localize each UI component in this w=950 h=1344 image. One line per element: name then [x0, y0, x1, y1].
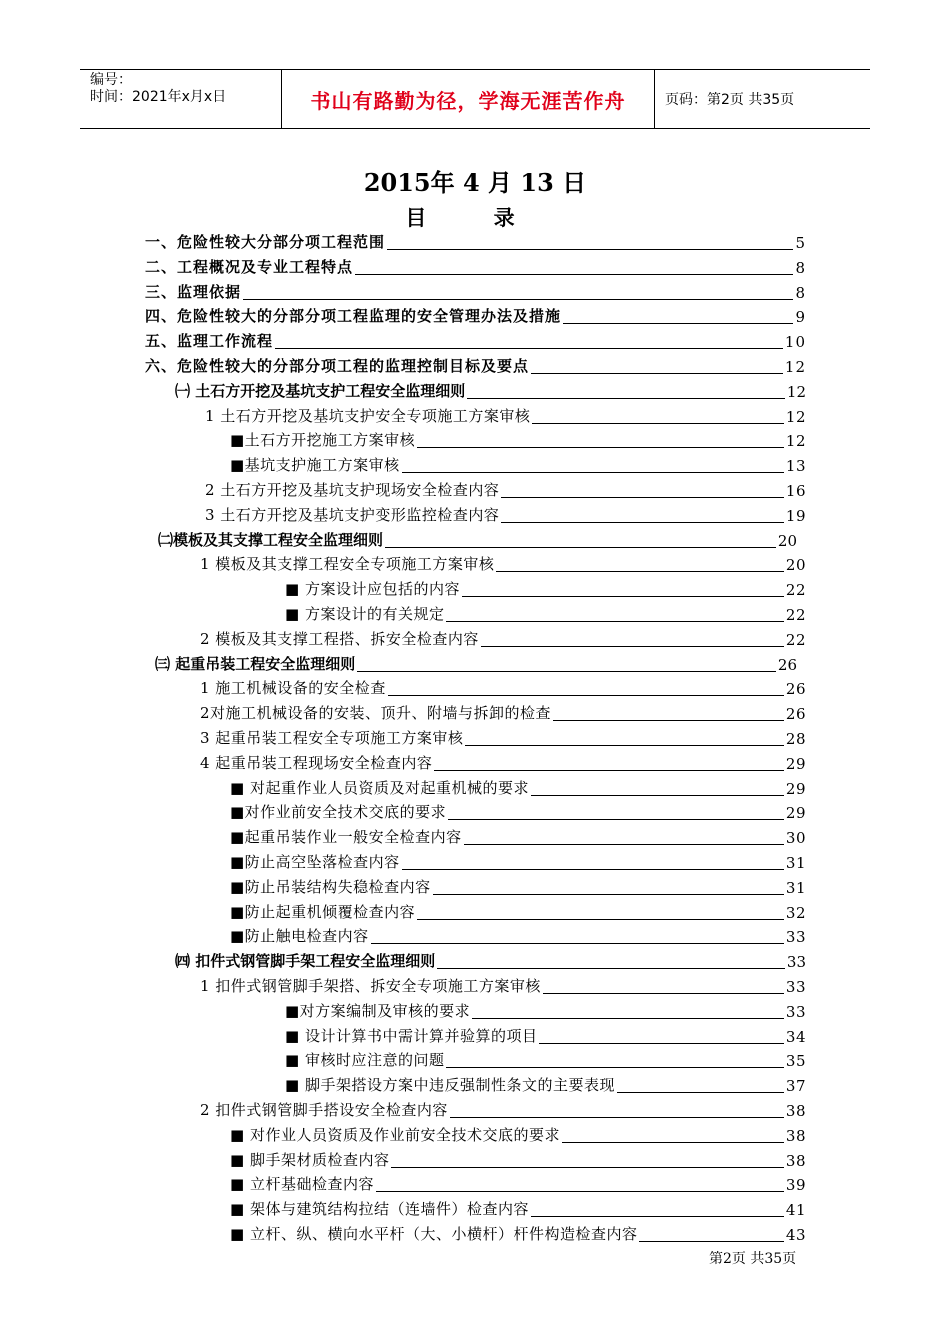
toc-entry-title: ■ 方案设计应包括的内容: [285, 580, 460, 599]
toc-entry[interactable]: [205, 502, 806, 526]
toc-entry-page: 22: [785, 581, 806, 600]
toc-entry[interactable]: [230, 775, 806, 799]
toc-entry-title: 2 模板及其支撑工程搭、拆安全检查内容: [200, 629, 479, 648]
toc-leader-line: [481, 646, 784, 647]
toc-leader-line: [437, 968, 785, 969]
toc-entry-title: 五、监理工作流程: [145, 332, 274, 351]
toc-leader-line: [446, 621, 783, 622]
toc-entry-title: ■ 立杆基础检查内容: [230, 1175, 374, 1194]
toc-leader-line: [465, 745, 784, 746]
toc-leader-line: [417, 447, 784, 448]
toc-entry[interactable]: [230, 427, 806, 451]
toc-entry-page: 39: [785, 1176, 806, 1195]
toc-entry-title: ■ 立杆、纵、横向水平杆（大、小横杆）杆件构造检查内容: [230, 1225, 638, 1243]
toc-entry-page: 8: [795, 258, 806, 277]
toc-entry-title: ㈠ 土石方开挖及基坑支护工程安全监理细则: [175, 381, 466, 400]
toc-entry-page: 30: [785, 829, 806, 848]
header-meta: [80, 70, 282, 128]
toc-entry-title: 六、危险性较大的分部分项工程的监理控制目标及要点: [145, 357, 530, 375]
toc-entry-page: 9: [795, 308, 806, 327]
toc-entry[interactable]: [285, 1072, 806, 1096]
toc-entry-page: 20: [777, 531, 797, 550]
toc-entry-title: 2对施工机械设备的安装、顶升、附墙与拆卸的检查: [200, 704, 552, 723]
toc-leader-line: [357, 671, 776, 672]
toc-entry[interactable]: [200, 551, 806, 575]
toc-entry-title: ■防止吊装结构失稳检查内容: [230, 877, 431, 896]
toc-entry-page: 33: [785, 928, 806, 947]
toc-leader-line: [553, 720, 784, 721]
toc-entry-title: 二、工程概况及专业工程特点: [145, 257, 354, 276]
toc-entry-title: ■防止起重机倾覆检查内容: [230, 902, 416, 921]
toc-leader-line: [371, 943, 784, 944]
toc-leader-line: [376, 1191, 784, 1192]
toc-entry[interactable]: [145, 279, 806, 303]
toc-entry[interactable]: [285, 576, 806, 600]
toc-entry-title: ㈣ 扣件式钢管脚手架工程安全监理细则: [175, 952, 436, 971]
toc-entry-page: 33: [786, 953, 806, 972]
toc-entry[interactable]: [145, 303, 806, 327]
toc-leader-line: [387, 249, 793, 250]
toc-entry-title: ■防止高空坠落检查内容: [230, 853, 400, 871]
toc-entry-page: 29: [785, 754, 806, 773]
toc-entry-title: ㈡模板及其支撑工程安全监理细则: [158, 530, 384, 549]
toc-entry-page: 12: [785, 432, 806, 451]
toc-entry[interactable]: [145, 254, 806, 278]
toc-leader-line: [531, 373, 783, 374]
toc-entry-title: ■ 设计计算书中需计算并验算的项目: [285, 1026, 538, 1045]
toc-entry-title: 2 扣件式钢管脚手搭设安全检查内容: [200, 1101, 448, 1119]
toc-leader-line: [501, 497, 784, 498]
toc-entry-page: 41: [785, 1201, 806, 1220]
toc-entry-page: 38: [785, 1126, 806, 1145]
toc-entry[interactable]: [285, 998, 806, 1022]
toc-entry-page: 31: [785, 878, 806, 897]
toc-entry-page: 37: [785, 1077, 806, 1096]
toc-entry[interactable]: [200, 1097, 806, 1121]
toc-entry[interactable]: [230, 1171, 806, 1195]
toc-entry-page: 35: [785, 1052, 806, 1071]
header-page-info: 页码：第2页 共35页: [665, 92, 795, 108]
toc-leader-line: [462, 596, 784, 597]
toc-entry[interactable]: [200, 700, 806, 724]
toc-entry[interactable]: [145, 229, 806, 253]
toc-leader-line: [539, 1043, 783, 1044]
toc-entry[interactable]: [145, 328, 806, 352]
toc-leader-line: [639, 1241, 783, 1242]
toc-entry-title: ■对作业前安全技术交底的要求: [230, 803, 447, 822]
toc-leader-line: [388, 695, 784, 696]
toc-entry[interactable]: [205, 403, 806, 427]
toc-entry[interactable]: [230, 1221, 806, 1245]
toc-entry[interactable]: [200, 750, 806, 774]
toc-entry-page: 26: [785, 680, 806, 699]
toc-leader-line: [467, 398, 785, 399]
toc-entry[interactable]: [230, 824, 806, 848]
toc-entry-title: ■防止触电检查内容: [230, 927, 369, 946]
toc-leader-line: [543, 993, 784, 994]
toc-entry-title: 1 施工机械设备的安全检查: [200, 679, 386, 698]
toc-entry-title: ■ 对起重作业人员资质及对起重机械的要求: [230, 778, 529, 797]
toc-entry[interactable]: [145, 353, 806, 377]
toc-entry-page: 20: [785, 556, 806, 575]
toc-entry-page: 38: [785, 1151, 806, 1170]
toc-entry[interactable]: [230, 874, 806, 898]
toc-entry[interactable]: [285, 601, 806, 625]
toc-entry[interactable]: [205, 477, 806, 501]
toc-entry-page: 34: [785, 1027, 806, 1046]
number-label: 编号：: [90, 72, 132, 88]
toc-leader-line: [417, 919, 784, 920]
toc-leader-line: [402, 869, 784, 870]
toc-leader-line: [501, 522, 784, 523]
toc-entry-page: 33: [785, 1002, 806, 1021]
toc-entry[interactable]: [158, 527, 797, 551]
toc-entry-title: 3 土石方开挖及基坑支护变形监控检查内容: [205, 505, 500, 524]
toc-entry-page: 12: [785, 407, 806, 426]
toc-entry-page: 29: [785, 804, 806, 823]
toc-leader-line: [402, 472, 784, 473]
toc-entry-title: ■起重吊装作业一般安全检查内容: [230, 828, 462, 847]
toc-entry[interactable]: [230, 452, 806, 476]
toc-entry-title: 1 土石方开挖及基坑支护安全专项施工方案审核: [205, 406, 531, 425]
toc-entry[interactable]: [200, 626, 806, 650]
toc-entry-title: 2 土石方开挖及基坑支护现场安全检查内容: [205, 481, 500, 499]
toc-entry[interactable]: [175, 948, 806, 972]
toc-entry-title: ■基坑支护施工方案审核: [230, 456, 400, 475]
toc-entry-title: ■ 脚手架搭设方案中违反强制性条文的主要表现: [285, 1076, 615, 1095]
toc-entry-page: 12: [786, 382, 806, 401]
toc-entry[interactable]: [200, 725, 806, 749]
toc-entry-title: ■土石方开挖施工方案审核: [230, 431, 416, 450]
toc-entry-page: 43: [785, 1226, 806, 1244]
toc-entry[interactable]: [155, 651, 797, 675]
toc-entry-title: ■对方案编制及审核的要求: [285, 1001, 471, 1020]
page-footer: 第2页 共35页: [709, 1251, 797, 1267]
toc-entry[interactable]: [230, 923, 806, 947]
toc-leader-line: [275, 348, 783, 349]
toc-entry-page: 16: [785, 482, 806, 500]
toc-entry[interactable]: [200, 973, 806, 997]
toc-leader-line: [617, 1092, 784, 1093]
toc-entry-page: 29: [785, 779, 806, 798]
toc-leader-line: [433, 894, 784, 895]
toc-entry[interactable]: [200, 675, 806, 699]
toc-entry-page: 33: [785, 978, 806, 996]
toc-leader-line: [448, 819, 784, 820]
toc-entry-title: ■ 架体与建筑结构拉结（连墙件）检查内容: [230, 1200, 529, 1219]
toc-entry-title: 三、监理依据: [145, 282, 242, 301]
toc-entry-title: ■ 脚手架材质检查内容: [230, 1150, 390, 1169]
toc-entry-title: 3 起重吊装工程安全专项施工方案审核: [200, 729, 464, 747]
document-date: 2015年 4 月 13 日: [363, 168, 587, 197]
toc-entry-page: 19: [785, 506, 806, 525]
toc-entry-page: 28: [785, 730, 806, 748]
time-label: 时间：2021年x月x日: [90, 89, 227, 105]
toc-entry-page: 32: [785, 903, 806, 922]
toc-leader-line: [450, 1117, 784, 1118]
toc-entry-page: 38: [785, 1102, 806, 1120]
toc-entry-page: 13: [785, 457, 806, 476]
toc-leader-line: [562, 1142, 784, 1143]
toc-leader-line: [496, 571, 784, 572]
toc-entry-title: 一、危险性较大分部分项工程范围: [145, 233, 386, 251]
toc-entry-title: ㈢ 起重吊装工程安全监理细则: [155, 654, 356, 673]
toc-entry-page: 5: [795, 234, 806, 252]
toc-entry-page: 10: [784, 333, 806, 352]
toc-leader-line: [531, 1216, 784, 1217]
toc-entry[interactable]: [285, 1023, 806, 1047]
toc-entry-page: 26: [785, 705, 806, 724]
toc-entry[interactable]: [230, 899, 806, 923]
toc-leader-line: [434, 770, 784, 771]
toc-entry-title: 4 起重吊装工程现场安全检查内容: [200, 753, 433, 772]
toc-leader-line: [532, 423, 784, 424]
toc-entry[interactable]: [230, 1147, 806, 1171]
toc-entry-page: 26: [777, 655, 797, 674]
toc-entry[interactable]: [230, 799, 806, 823]
toc-leader-line: [391, 1167, 783, 1168]
toc-leader-line: [472, 1018, 784, 1019]
toc-entry-title: ■ 对作业人员资质及作业前安全技术交底的要求: [230, 1125, 560, 1144]
toc-entry[interactable]: [285, 1047, 806, 1071]
toc-entry-page: 31: [785, 854, 806, 872]
toc-leader-line: [446, 1067, 783, 1068]
toc-leader-line: [355, 274, 793, 275]
toc-entry-page: 22: [785, 630, 806, 649]
toc-entry-title: ■ 方案设计的有关规定: [285, 605, 445, 623]
page-header: [80, 69, 870, 129]
toc-leader-line: [385, 547, 776, 548]
toc-leader-line: [243, 299, 793, 300]
toc-entry[interactable]: [230, 1122, 806, 1146]
toc-entry-page: 12: [784, 358, 806, 376]
header-motto: 书山有路勤为径，学海无涯苦作舟: [282, 70, 655, 128]
toc-entry-title: ■ 审核时应注意的问题: [285, 1051, 445, 1070]
toc-leader-line: [464, 844, 784, 845]
toc-entry[interactable]: [230, 849, 806, 873]
toc-entry[interactable]: [230, 1196, 806, 1220]
toc-leader-line: [531, 795, 784, 796]
toc-entry-title: 1 模板及其支撑工程安全专项施工方案审核: [200, 555, 495, 574]
toc-entry[interactable]: [175, 378, 806, 402]
toc-entry-page: 8: [795, 283, 806, 302]
toc-entry-title: 1 扣件式钢管脚手架搭、拆安全专项施工方案审核: [200, 977, 541, 995]
toc-title: 目 录: [405, 206, 545, 230]
toc-leader-line: [563, 323, 793, 324]
toc-entry-title: 四、危险性较大的分部分项工程监理的安全管理办法及措施: [145, 307, 562, 326]
toc-entry-page: 22: [785, 606, 806, 624]
